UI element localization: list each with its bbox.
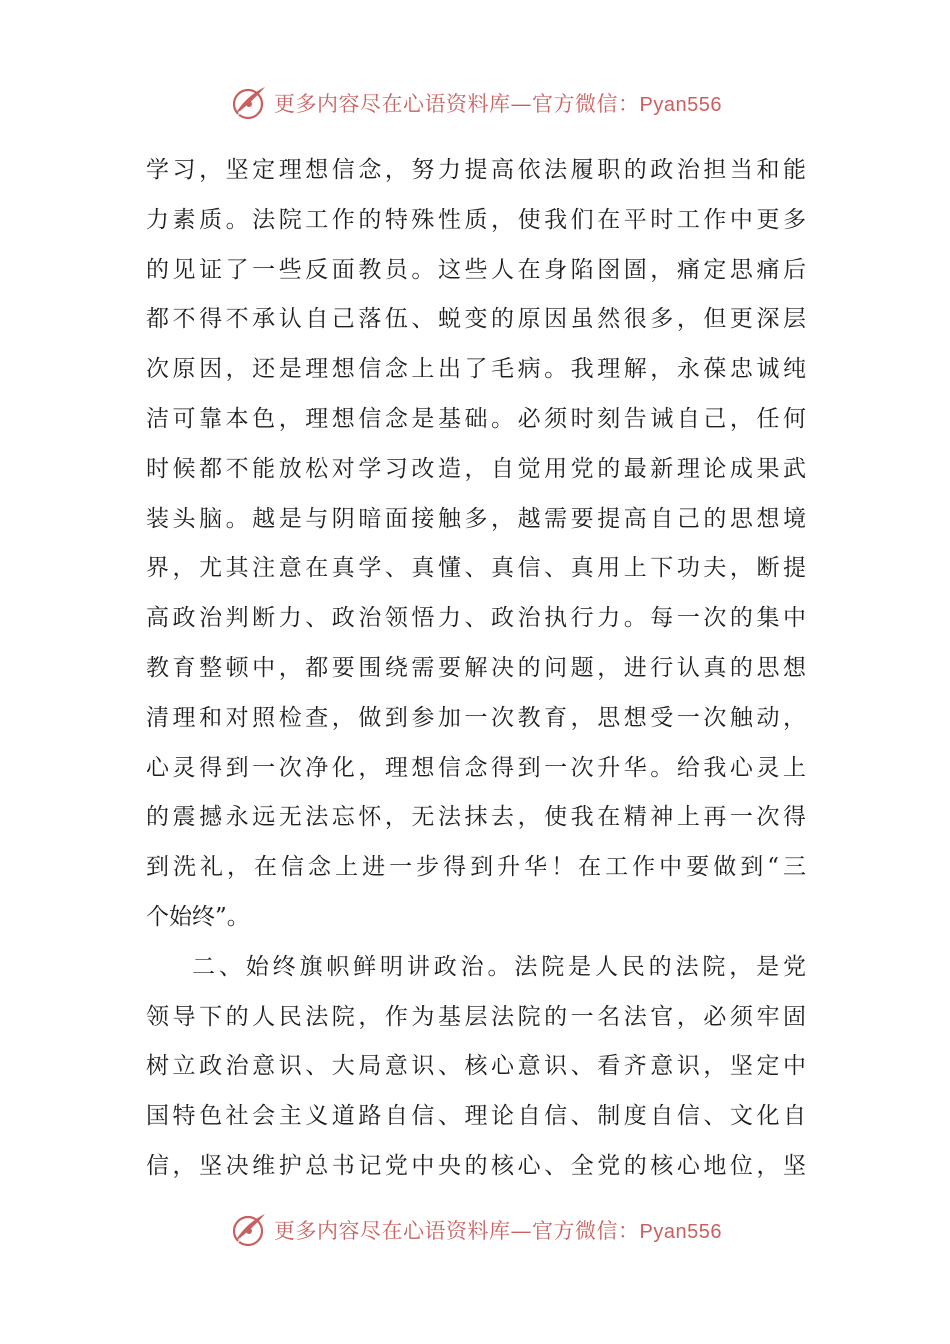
text-line: 到洗礼，在信念上进一步得到升华！在工作中要做到“三 <box>146 854 806 881</box>
paragraph-start-line: 二、始终旗帜鲜明讲政治。法院是人民的法院，是党 <box>192 953 806 980</box>
text-line: 学习，坚定理想信念，努力提高依法履职的政治担当和能 <box>146 157 806 183</box>
text-line: 国特色社会主义道路自信、理论自信、制度自信、文化自 <box>146 1103 806 1130</box>
quill-logo-icon <box>228 1210 268 1250</box>
text-line: 高政治判断力、政治领悟力、政治执行力。每一次的集中 <box>146 605 806 632</box>
text-line: 树立政治意识、大局意识、核心意识、看齐意识，坚定中 <box>146 1053 806 1080</box>
text-line: 心灵得到一次净化，理想信念得到一次升华。给我心灵上 <box>146 754 806 781</box>
watermark-text: 更多内容尽在心语资料库—官方微信：Pyan556 <box>274 92 722 116</box>
text-line: 洁可靠本色，理想信念是基础。必须时刻告诫自己，任何 <box>146 405 806 432</box>
text-line: 界，尤其注意在真学、真懂、真信、真用上下功夫，断提 <box>146 555 806 582</box>
text-line: 信，坚决维护总书记党中央的核心、全党的核心地位，坚 <box>146 1152 806 1179</box>
watermark-text: 更多内容尽在心语资料库—官方微信：Pyan556 <box>274 1219 722 1243</box>
document-body <box>146 146 806 1192</box>
text-line: 的见证了一些反面教员。这些人在身陷囹圄，痛定思痛后 <box>146 256 806 283</box>
text-line: 都不得不承认自己落伍、蜕变的原因虽然很多，但更深层 <box>146 306 806 333</box>
text-line: 领导下的人民法院，作为基层法院的一名法官，必须牢固 <box>146 1003 806 1030</box>
text-line: 时候都不能放松对学习改造，自觉用党的最新理论成果武 <box>146 455 806 482</box>
text-line: 清理和对照检查，做到参加一次教育，思想受一次触动， <box>146 704 806 731</box>
text-line: 力素质。法院工作的特殊性质，使我们在平时工作中更多 <box>146 206 806 233</box>
text-line: 的震撼永远无法忘怀，无法抹去，使我在精神上再一次得 <box>146 804 806 831</box>
text-line: 次原因，还是理想信念上出了毛病。我理解，永葆忠诚纯 <box>146 356 806 383</box>
text-line: 装头脑。越是与阴暗面接触多，越需要提高自己的思想境 <box>146 505 806 532</box>
paragraph-end-line: 个始终”。 <box>146 903 250 930</box>
text-line: 教育整顿中，都要围绕需要解决的问题，进行认真的思想 <box>146 654 806 681</box>
quill-logo-icon <box>228 83 268 123</box>
footer-watermark-banner <box>0 1205 950 1255</box>
header-watermark-banner <box>0 78 950 128</box>
